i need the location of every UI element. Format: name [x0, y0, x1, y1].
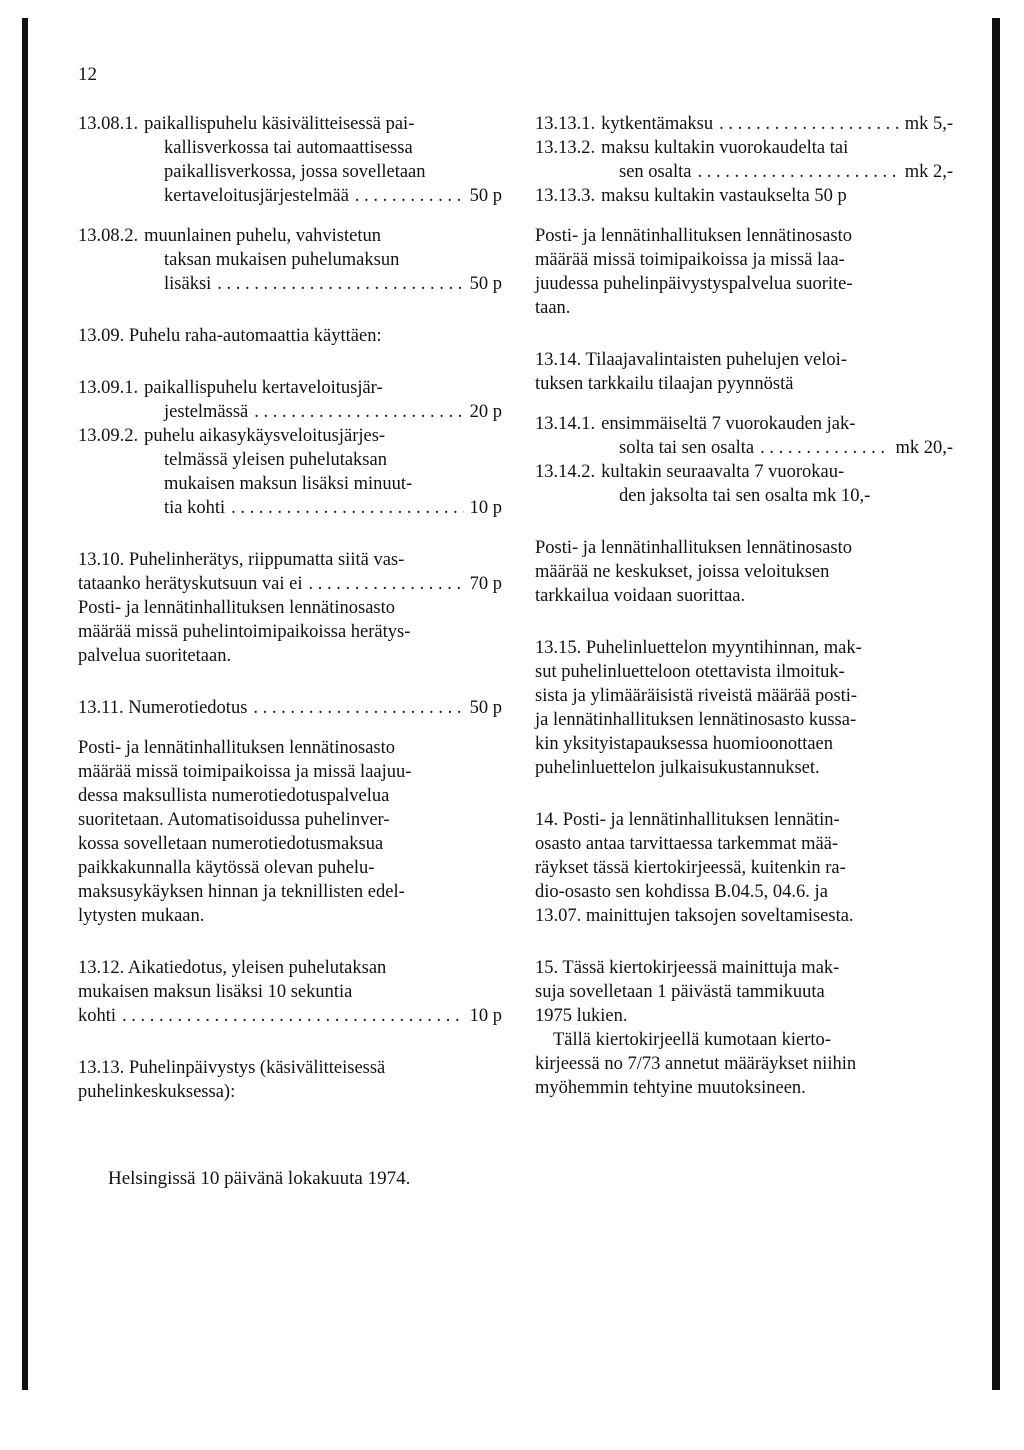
section-13-11: 13.11. Numerotiedotus . . . 50 p Posti- ja lennätinhallituksen lennätinosasto määrää missä toimipaikoissa ja missä laajuu- dessa maksullista numerotiedotuspalvelua suoritetaan. Automatisoidussa puhelinver- kossa sovelletaan numerotiedotusmaksua paikkakunnalla käytössä olevan puhelu- maksusykäyksen hinnan ja teknillisten edel- lytysten mukaan.: [78, 696, 502, 928]
section-code: 13.08.1.: [78, 114, 139, 134]
section-code: 13.13.1.: [535, 114, 596, 134]
section-13-13-2: 13.13.2. maksu kultakin vuorokaudelta tai sen osalta . . . mk 2,-: [535, 136, 953, 184]
page-number: 12: [78, 64, 97, 85]
paragraph-standby-service: Posti- ja lennätinhallituksen lennätinosasto määrää missä toimipaikoissa ja missä laa- juudessa puhelinpäivystyspalvelua suorite- taan.: [535, 226, 853, 318]
dot-leader: [122, 1004, 464, 1028]
price: 10 p: [469, 1006, 502, 1026]
section-13-13: 13.13. Puhelinpäivystys (käsivälitteisessä puhelinkeskuksessa):: [78, 1058, 386, 1102]
section-13-09-1: 13.09.1. paikallispuhelu kertaveloitusjär- jestelmässä . . . 20 p: [78, 376, 502, 424]
dot-leader: [309, 572, 464, 596]
section-code: 13.13.2.: [535, 138, 596, 158]
section-code: 13.13.3.: [535, 186, 596, 206]
section-13-13-1: 13.13.1. kytkentämaksu . . . mk 5,-: [535, 112, 953, 136]
section-14: 14. Posti- ja lennätinhallituksen lennätin- osasto antaa tarvittaessa tarkemmat mää- räykset tässä kiertokirjeessä, kuitenkin ra- dio-osasto sen kohdissa B.04.5, 04.6. ja 13.07. mainittujen taksojen soveltamisesta.: [535, 810, 854, 926]
section-13-10: 13.10. Puhelinherätys, riippumatta siitä vas- tataanko herätyskutsuun vai ei . . . 70 p Posti- ja lennätinhallituksen lennätinosasto määrää missä puhelintoimipaikoissa herätys- palvelua suoritetaan.: [78, 548, 502, 668]
dot-leader: [719, 112, 899, 136]
dot-leader: [231, 496, 463, 520]
section-13-12: 13.12. Aikatiedotus, yleisen puhelutaksan mukaisen maksun lisäksi 10 sekuntia kohti . . . 10 p: [78, 956, 502, 1028]
price: 50 p: [469, 698, 502, 718]
section-code: 13.08.2.: [78, 226, 139, 246]
section-13-08-2: 13.08.2. muunlainen puhelu, vahvistetun taksan mukaisen puhelumaksun lisäksi . . . 50 p: [78, 224, 502, 296]
section-13-15: 13.15. Puhelinluettelon myyntihinnan, mak- sut puhelinluetteloon otettavista ilmoituk- sista ja ylimääräisistä riveistä määrää posti- ja lennätinhallituksen lennätinosasto kussa- kin yksityistapauksessa huomioonottaen puhelinluettelon julkaisukustannukset.: [535, 638, 862, 778]
section-13-14: 13.14. Tilaajavalintaisten puhelujen veloi- tuksen tarkkailu tilaajan pyynnöstä: [535, 350, 847, 394]
price: mk 20,-: [895, 438, 953, 458]
dot-leader: [254, 400, 463, 424]
scan-border-right: [992, 18, 1000, 1390]
dot-leader: [355, 184, 464, 208]
price: 20 p: [469, 402, 502, 422]
section-13-14-2: 13.14.2. kultakin seuraavalta 7 vuorokau- den jaksolta tai sen osalta mk 10,-: [535, 462, 871, 506]
dot-leader: [253, 696, 463, 720]
price: 50 p: [469, 186, 502, 206]
dot-leader: [697, 160, 898, 184]
section-code: 13.14.2.: [535, 462, 596, 482]
section-13-08-1: 13.08.1. paikallispuhelu käsivälitteisessä pai- kallisverkossa tai automaattisessa paikallisverkossa, jossa sovelletaan kertaveloitusjärjestelmää . . . 50 p: [78, 112, 502, 208]
scan-border-left: [22, 18, 28, 1390]
price: 70 p: [469, 574, 502, 594]
section-13-09-2: 13.09.2. puhelu aikasykäysveloitusjärjes- telmässä yleisen puhelutaksan mukaisen maksun lisäksi minuut- tia kohti . . . 10 p: [78, 424, 502, 520]
section-13-09: 13.09. Puhelu raha-automaattia käyttäen:: [78, 326, 382, 346]
dot-leader: [760, 436, 889, 460]
left-column: [78, 112, 502, 1104]
section-13-13-3: 13.13.3. maksu kultakin vastaukselta 50 p: [535, 186, 847, 206]
paragraph-charge-monitoring: Posti- ja lennätinhallituksen lennätinosasto määrää ne keskukset, joissa veloituksen tarkkailua voidaan suorittaa.: [535, 538, 853, 606]
price: 50 p: [469, 274, 502, 294]
price: 10 p: [469, 498, 502, 518]
right-column: [535, 112, 953, 1100]
price: mk 2,-: [904, 162, 953, 182]
signature-place-date: Helsingissä 10 päivänä lokakuuta 1974.: [108, 1168, 411, 1189]
section-code: 13.09.1.: [78, 378, 139, 398]
section-13-14-1: 13.14.1. ensimmäiseltä 7 vuorokauden jak- solta tai sen osalta . . . mk 20,-: [535, 412, 953, 460]
section-code: 13.09.2.: [78, 426, 139, 446]
section-15: 15. Tässä kiertokirjeessä mainittuja mak- suja sovelletaan 1 päivästä tammikuuta 1975 lukien. Tällä kiertokirjeellä kumotaan kierto- kirjeessä no 7/73 annetut määräykset niihin myöhemmin tehtyine muutoksineen.: [535, 958, 857, 1098]
dot-leader: [217, 272, 463, 296]
price: mk 5,-: [904, 114, 953, 134]
section-code: 13.14.1.: [535, 414, 596, 434]
